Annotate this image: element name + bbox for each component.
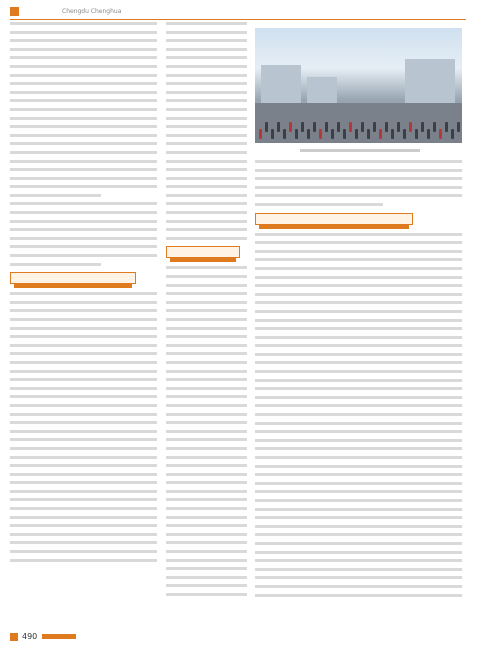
text-line [10, 352, 157, 355]
text-line [166, 237, 247, 240]
text-line [10, 117, 157, 120]
text-line [255, 276, 462, 279]
text-line [166, 194, 247, 197]
text-line [255, 422, 462, 425]
text-column-left [10, 22, 157, 567]
text-line [10, 318, 157, 321]
text-line [255, 327, 462, 330]
photo-person [403, 129, 406, 139]
photo-street [255, 103, 462, 143]
text-line [10, 177, 157, 180]
text-line [166, 430, 247, 433]
text-line [10, 99, 157, 102]
text-line [10, 524, 157, 527]
text-line [166, 177, 247, 180]
text-line [166, 361, 247, 364]
text-line [10, 237, 157, 240]
text-line [10, 91, 157, 94]
photo-building [405, 59, 455, 103]
text-line [255, 559, 462, 562]
text-line [10, 490, 157, 493]
photo-person [439, 129, 442, 139]
text-line [10, 168, 157, 171]
text-line [166, 533, 247, 536]
photo-person [397, 122, 400, 132]
text-line [166, 220, 247, 223]
text-line [166, 211, 247, 214]
text-line [166, 134, 247, 137]
text-line [255, 241, 462, 244]
photo-building [307, 77, 337, 103]
text-line [10, 370, 157, 373]
text-line [255, 203, 383, 206]
text-line [166, 438, 247, 441]
text-line [166, 464, 247, 467]
text-line [166, 39, 247, 42]
text-line [166, 516, 247, 519]
text-line [166, 168, 247, 171]
text-line [255, 293, 462, 296]
text-line [166, 56, 247, 59]
text-line [10, 481, 157, 484]
text-line [255, 508, 462, 511]
text-line [255, 576, 462, 579]
text-line [166, 327, 247, 330]
text-line [166, 456, 247, 459]
text-line [10, 507, 157, 510]
section-heading-tag [255, 213, 413, 225]
text-line [255, 169, 462, 172]
text-line [166, 22, 247, 25]
text-line [10, 254, 157, 257]
text-line [255, 585, 462, 588]
text-line [255, 551, 462, 554]
text-line [166, 309, 247, 312]
text-line [255, 379, 462, 382]
header-rule [10, 19, 466, 20]
text-line [166, 160, 247, 163]
text-line [10, 142, 157, 145]
text-line [10, 559, 157, 562]
text-line [166, 151, 247, 154]
text-column-middle [166, 22, 247, 602]
text-line [166, 593, 247, 596]
photo-person [355, 129, 358, 139]
photo-person [265, 122, 268, 132]
text-line [255, 284, 462, 287]
photo-person [451, 129, 454, 139]
text-line [10, 211, 157, 214]
text-line [166, 404, 247, 407]
text-line [166, 266, 247, 269]
text-line [166, 507, 247, 510]
text-line [10, 160, 157, 163]
text-line [10, 134, 157, 137]
text-line [255, 396, 462, 399]
text-line [255, 542, 462, 545]
text-line [166, 576, 247, 579]
text-line [166, 228, 247, 231]
text-line [10, 220, 157, 223]
text-line [255, 568, 462, 571]
text-line [10, 151, 157, 154]
footer-title-block [42, 634, 76, 639]
photo-person [349, 122, 352, 132]
text-line [255, 473, 462, 476]
text-line [255, 456, 462, 459]
text-line [255, 430, 462, 433]
photo-person [259, 129, 262, 139]
text-line [10, 473, 157, 476]
text-line [166, 473, 247, 476]
photo-person [421, 122, 424, 132]
photo-building [261, 65, 301, 103]
text-line [10, 263, 101, 266]
text-line [255, 319, 462, 322]
photo-person [319, 129, 322, 139]
text-line [10, 228, 157, 231]
text-line [166, 395, 247, 398]
text-line [166, 584, 247, 587]
text-line [166, 352, 247, 355]
text-line [255, 465, 462, 468]
photo-person [271, 129, 274, 139]
text-line [166, 108, 247, 111]
text-line [166, 91, 247, 94]
text-line [10, 292, 157, 295]
text-line [10, 39, 157, 42]
text-line [10, 395, 157, 398]
text-line [10, 378, 157, 381]
photo-person [325, 122, 328, 132]
photo-person [385, 122, 388, 132]
text-line [255, 194, 462, 197]
text-line [166, 117, 247, 120]
text-line [166, 185, 247, 188]
text-line [255, 353, 462, 356]
street-crowd-photo [255, 28, 462, 143]
photo-person [445, 122, 448, 132]
running-footer [10, 631, 466, 643]
text-line [10, 74, 157, 77]
text-line [255, 258, 462, 261]
text-line [166, 447, 247, 450]
text-line [166, 498, 247, 501]
photo-person [343, 129, 346, 139]
photo-person [367, 129, 370, 139]
text-line [10, 447, 157, 450]
text-line [10, 344, 157, 347]
text-line [166, 490, 247, 493]
section-name [23, 6, 63, 17]
text-line [10, 327, 157, 330]
text-line [255, 233, 462, 236]
text-line [10, 82, 157, 85]
text-line [166, 344, 247, 347]
photo-person [457, 122, 460, 132]
text-line [255, 525, 462, 528]
text-line [166, 74, 247, 77]
text-line [166, 413, 247, 416]
text-line [10, 335, 157, 338]
text-line [255, 439, 462, 442]
photo-person [307, 129, 310, 139]
text-line [166, 202, 247, 205]
text-line [10, 56, 157, 59]
text-line [10, 125, 157, 128]
section-heading-tag [166, 246, 240, 258]
photo-person [433, 122, 436, 132]
text-line [10, 309, 157, 312]
photo-person [415, 129, 418, 139]
text-line [255, 336, 462, 339]
text-line [166, 65, 247, 68]
text-line [255, 387, 462, 390]
text-line [166, 292, 247, 295]
text-line [166, 125, 247, 128]
footer-marker-icon [10, 633, 18, 641]
text-line [10, 185, 157, 188]
text-line [166, 559, 247, 562]
photo-person [283, 129, 286, 139]
text-line [10, 430, 157, 433]
photo-person [361, 122, 364, 132]
text-line [10, 438, 157, 441]
photo-person [337, 122, 340, 132]
text-line [10, 245, 157, 248]
text-line [166, 550, 247, 553]
text-line [10, 456, 157, 459]
page-number: 490 [22, 632, 38, 641]
photo-person [391, 129, 394, 139]
text-line [166, 31, 247, 34]
text-line [10, 541, 157, 544]
photo-person [427, 129, 430, 139]
text-line [10, 498, 157, 501]
photo-person [331, 129, 334, 139]
photo-person [409, 122, 412, 132]
text-line [10, 31, 157, 34]
text-line [10, 404, 157, 407]
text-line [166, 524, 247, 527]
photo-person [289, 122, 292, 132]
text-line [10, 202, 157, 205]
text-line [255, 404, 462, 407]
text-line [255, 499, 462, 502]
photo-person [373, 122, 376, 132]
text-line [10, 533, 157, 536]
text-line [10, 387, 157, 390]
text-line [10, 421, 157, 424]
text-line [255, 186, 462, 189]
text-line [166, 541, 247, 544]
text-line [255, 344, 462, 347]
text-line [166, 82, 247, 85]
photo-person [313, 122, 316, 132]
photo-person [277, 122, 280, 132]
text-line [166, 481, 247, 484]
text-line [10, 550, 157, 553]
text-line [166, 318, 247, 321]
text-line [10, 361, 157, 364]
text-line [255, 361, 462, 364]
text-line [255, 516, 462, 519]
text-line [10, 22, 157, 25]
photo-caption [300, 149, 420, 152]
text-line [255, 250, 462, 253]
text-line [166, 99, 247, 102]
photo-person [301, 122, 304, 132]
text-line [166, 378, 247, 381]
text-line [10, 413, 157, 416]
section-marker-icon [10, 7, 19, 16]
text-line [255, 490, 462, 493]
text-line [255, 482, 462, 485]
section-subtitle: Chengdu Chenghua [62, 8, 122, 15]
text-line [10, 48, 157, 51]
text-line [10, 194, 101, 197]
text-line [166, 301, 247, 304]
text-line [255, 594, 462, 597]
photo-person [295, 129, 298, 139]
text-line [166, 142, 247, 145]
text-line [255, 267, 462, 270]
text-line [10, 516, 157, 519]
text-line [166, 567, 247, 570]
text-column-right-lower [255, 160, 462, 602]
text-line [10, 464, 157, 467]
text-line [10, 65, 157, 68]
text-line [255, 370, 462, 373]
photo-person [379, 129, 382, 139]
running-header [10, 6, 466, 18]
text-line [255, 301, 462, 304]
section-heading-tag [10, 272, 136, 284]
text-line [10, 301, 157, 304]
text-line [166, 387, 247, 390]
text-line [255, 413, 462, 416]
text-line [166, 335, 247, 338]
text-line [166, 370, 247, 373]
text-line [166, 275, 247, 278]
text-line [255, 310, 462, 313]
text-line [166, 48, 247, 51]
text-line [166, 421, 247, 424]
text-line [255, 160, 462, 163]
text-line [10, 108, 157, 111]
text-line [255, 447, 462, 450]
text-line [255, 177, 462, 180]
text-line [166, 284, 247, 287]
text-line [255, 533, 462, 536]
